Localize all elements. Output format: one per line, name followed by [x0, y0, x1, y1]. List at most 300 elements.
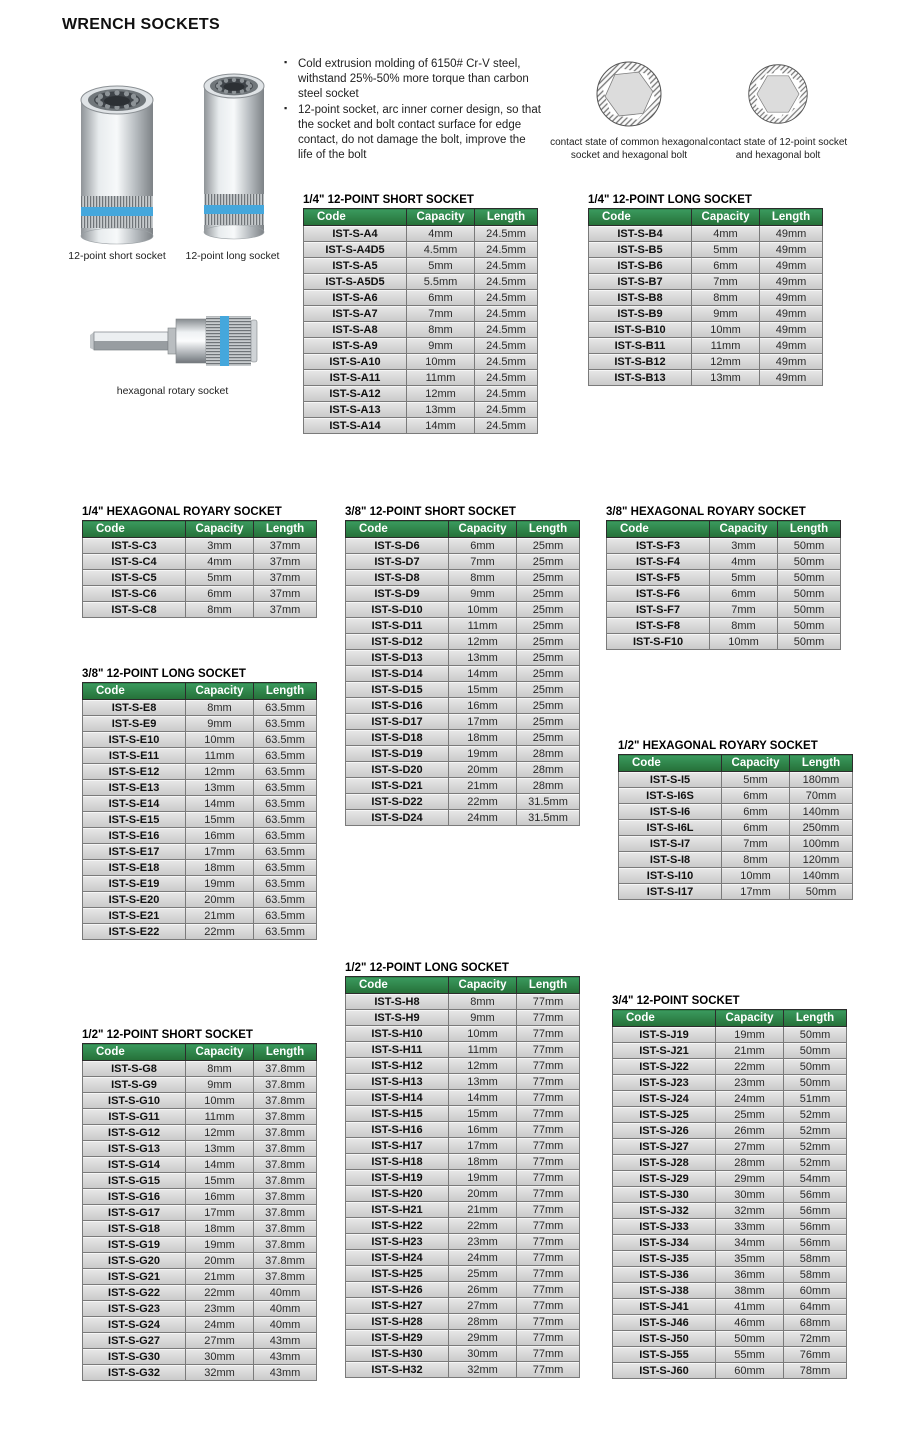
table-row: [346, 634, 580, 650]
cell-capacity: 19mm: [449, 746, 517, 762]
cell-length: 63.5mm: [254, 844, 317, 860]
cell-length: 25mm: [517, 538, 580, 554]
cell-code: IST-S-J24: [613, 1091, 716, 1107]
cell-capacity: 13mm: [692, 370, 760, 386]
table-row: [346, 1026, 580, 1042]
cell-code: IST-S-E10: [83, 732, 186, 748]
cell-capacity: 9mm: [449, 1010, 517, 1026]
cell-capacity: 15mm: [186, 1173, 254, 1189]
spec-table: [82, 1043, 317, 1381]
cell-length: 24.5mm: [475, 386, 538, 402]
table-row: [304, 306, 538, 322]
cell-capacity: 8mm: [186, 602, 254, 618]
cell-length: 24.5mm: [475, 242, 538, 258]
cell-length: 25mm: [517, 618, 580, 634]
table-threeeighths-12pt-short: [345, 506, 579, 826]
cell-capacity: 6mm: [407, 290, 475, 306]
column-header-length: Length: [254, 1044, 317, 1061]
cell-length: 50mm: [784, 1059, 847, 1075]
spec-table: [588, 208, 823, 386]
table-title: 1/2" HEXAGONAL ROYARY SOCKET: [618, 740, 818, 752]
column-header-code: Code: [607, 521, 710, 538]
cell-code: IST-S-D15: [346, 682, 449, 698]
table-row: [83, 1205, 317, 1221]
cell-length: 49mm: [760, 354, 823, 370]
table-row: [83, 892, 317, 908]
table-row: [346, 666, 580, 682]
cell-length: 77mm: [517, 1122, 580, 1138]
cell-length: 49mm: [760, 226, 823, 242]
cell-capacity: 32mm: [716, 1203, 784, 1219]
cell-capacity: 8mm: [449, 570, 517, 586]
cell-length: 77mm: [517, 1154, 580, 1170]
table-row: [589, 274, 823, 290]
table-row: [613, 1187, 847, 1203]
table-row: [83, 732, 317, 748]
column-header-length: Length: [790, 755, 853, 772]
cell-code: IST-S-D24: [346, 810, 449, 826]
cell-length: 40mm: [254, 1301, 317, 1317]
cell-length: 37mm: [254, 554, 317, 570]
table-row: [346, 570, 580, 586]
cell-length: 25mm: [517, 714, 580, 730]
table-row: [607, 586, 841, 602]
table-row: [346, 1042, 580, 1058]
cell-capacity: 27mm: [716, 1139, 784, 1155]
cell-code: IST-S-B12: [589, 354, 692, 370]
cell-capacity: 13mm: [449, 650, 517, 666]
cell-length: 56mm: [784, 1219, 847, 1235]
table-title: 3/8" HEXAGONAL ROYARY SOCKET: [606, 506, 806, 518]
table-row: [589, 258, 823, 274]
table-row: [83, 780, 317, 796]
cell-length: 180mm: [790, 772, 853, 788]
cell-length: 77mm: [517, 1266, 580, 1282]
cell-length: 31.5mm: [517, 810, 580, 826]
table-row: [346, 1010, 580, 1026]
cell-length: 54mm: [784, 1171, 847, 1187]
cell-length: 72mm: [784, 1331, 847, 1347]
table-row: [589, 242, 823, 258]
cell-code: IST-S-G21: [83, 1269, 186, 1285]
column-header-capacity: Capacity: [186, 521, 254, 538]
table-row: [83, 828, 317, 844]
table-row: [619, 820, 853, 836]
table-row: [607, 570, 841, 586]
cell-length: 76mm: [784, 1347, 847, 1363]
cell-length: 24.5mm: [475, 306, 538, 322]
cell-capacity: 50mm: [716, 1331, 784, 1347]
cell-code: IST-S-G11: [83, 1109, 186, 1125]
cell-length: 24.5mm: [475, 338, 538, 354]
cell-capacity: 21mm: [186, 908, 254, 924]
table-quarter-12pt-long: [588, 194, 822, 386]
cell-capacity: 7mm: [722, 836, 790, 852]
table-row: [346, 794, 580, 810]
table-row: [619, 884, 853, 900]
cell-code: IST-S-I6S: [619, 788, 722, 804]
cell-length: 49mm: [760, 258, 823, 274]
cell-code: IST-S-H30: [346, 1346, 449, 1362]
cell-capacity: 23mm: [716, 1075, 784, 1091]
table-title: 1/4" HEXAGONAL ROYARY SOCKET: [82, 506, 282, 518]
cell-code: IST-S-G27: [83, 1333, 186, 1349]
table-half-12pt-short: [82, 1029, 316, 1381]
table-row: [607, 538, 841, 554]
table-row: [83, 908, 317, 924]
column-header-length: Length: [475, 209, 538, 226]
table-row: [589, 290, 823, 306]
cell-capacity: 8mm: [186, 1061, 254, 1077]
cell-code: IST-S-E21: [83, 908, 186, 924]
cell-code: IST-S-I7: [619, 836, 722, 852]
table-row: [346, 1154, 580, 1170]
cell-length: 50mm: [778, 538, 841, 554]
cell-code: IST-S-F3: [607, 538, 710, 554]
cell-capacity: 14mm: [449, 1090, 517, 1106]
cell-length: 24.5mm: [475, 322, 538, 338]
cell-capacity: 11mm: [407, 370, 475, 386]
cell-code: IST-S-H25: [346, 1266, 449, 1282]
cell-capacity: 12mm: [692, 354, 760, 370]
cell-code: IST-S-H11: [346, 1042, 449, 1058]
cell-code: IST-S-J25: [613, 1107, 716, 1123]
table-row: [346, 1106, 580, 1122]
table-row: [346, 1314, 580, 1330]
table-row: [83, 924, 317, 940]
cell-length: 63.5mm: [254, 860, 317, 876]
column-header-capacity: Capacity: [449, 977, 517, 994]
table-row: [83, 764, 317, 780]
column-header-code: Code: [613, 1010, 716, 1027]
cell-code: IST-S-A14: [304, 418, 407, 434]
cell-code: IST-S-J55: [613, 1347, 716, 1363]
cell-length: 77mm: [517, 1218, 580, 1234]
table-row: [613, 1347, 847, 1363]
cell-capacity: 28mm: [716, 1155, 784, 1171]
cell-code: IST-S-E20: [83, 892, 186, 908]
cell-length: 63.5mm: [254, 924, 317, 940]
column-header-code: Code: [83, 683, 186, 700]
cell-code: IST-S-E14: [83, 796, 186, 812]
column-header-capacity: Capacity: [710, 521, 778, 538]
hex-contact-diagram: [594, 59, 664, 129]
table-title: 1/2" 12-POINT SHORT SOCKET: [82, 1029, 253, 1041]
cell-length: 77mm: [517, 1346, 580, 1362]
cell-length: 25mm: [517, 666, 580, 682]
cell-capacity: 8mm: [407, 322, 475, 338]
cell-code: IST-S-B11: [589, 338, 692, 354]
table-row: [346, 762, 580, 778]
cell-code: IST-S-G16: [83, 1189, 186, 1205]
table-row: [607, 618, 841, 634]
table-row: [613, 1107, 847, 1123]
table-row: [304, 242, 538, 258]
table-row: [613, 1171, 847, 1187]
cell-code: IST-S-A9: [304, 338, 407, 354]
cell-code: IST-S-H26: [346, 1282, 449, 1298]
cell-capacity: 14mm: [186, 1157, 254, 1173]
cell-code: IST-S-F7: [607, 602, 710, 618]
cell-code: IST-S-C6: [83, 586, 186, 602]
table-row: [346, 650, 580, 666]
cell-capacity: 20mm: [449, 762, 517, 778]
cell-code: IST-S-E12: [83, 764, 186, 780]
cell-capacity: 3mm: [186, 538, 254, 554]
feature-list: [283, 57, 543, 164]
table-row: [613, 1283, 847, 1299]
table-row: [83, 538, 317, 554]
cell-code: IST-S-H12: [346, 1058, 449, 1074]
cell-code: IST-S-D17: [346, 714, 449, 730]
table-row: [607, 602, 841, 618]
column-header-code: Code: [83, 1044, 186, 1061]
cell-code: IST-S-G8: [83, 1061, 186, 1077]
table-row: [589, 354, 823, 370]
cell-capacity: 6mm: [722, 804, 790, 820]
cell-length: 63.5mm: [254, 796, 317, 812]
cell-capacity: 10mm: [186, 732, 254, 748]
cell-capacity: 3mm: [710, 538, 778, 554]
cell-capacity: 41mm: [716, 1299, 784, 1315]
cell-code: IST-S-A6: [304, 290, 407, 306]
cell-capacity: 12mm: [407, 386, 475, 402]
table-row: [346, 1282, 580, 1298]
cell-length: 49mm: [760, 338, 823, 354]
cell-length: 37.8mm: [254, 1077, 317, 1093]
table-row: [346, 1298, 580, 1314]
spec-table: [606, 520, 841, 650]
spec-table: [612, 1009, 847, 1379]
cell-length: 140mm: [790, 868, 853, 884]
cell-capacity: 6mm: [722, 788, 790, 804]
table-row: [589, 226, 823, 242]
table-row: [83, 1189, 317, 1205]
cell-capacity: 15mm: [449, 1106, 517, 1122]
table-row: [619, 772, 853, 788]
cell-capacity: 17mm: [449, 714, 517, 730]
cell-capacity: 9mm: [186, 1077, 254, 1093]
table-threequarter-12pt: [612, 995, 846, 1379]
table-row: [83, 812, 317, 828]
cell-capacity: 24mm: [716, 1091, 784, 1107]
cell-capacity: 10mm: [186, 1093, 254, 1109]
cell-length: 68mm: [784, 1315, 847, 1331]
short-socket-caption: 12-point short socket: [68, 250, 166, 262]
cell-code: IST-S-F8: [607, 618, 710, 634]
table-row: [83, 844, 317, 860]
cell-capacity: 10mm: [407, 354, 475, 370]
column-header-capacity: Capacity: [692, 209, 760, 226]
cell-capacity: 12mm: [186, 1125, 254, 1141]
cell-capacity: 14mm: [186, 796, 254, 812]
table-row: [304, 338, 538, 354]
table-row: [304, 418, 538, 434]
table-row: [83, 1109, 317, 1125]
table-row: [589, 338, 823, 354]
table-row: [83, 1253, 317, 1269]
cell-capacity: 46mm: [716, 1315, 784, 1331]
cell-length: 58mm: [784, 1251, 847, 1267]
cell-length: 56mm: [784, 1203, 847, 1219]
cell-code: IST-S-J33: [613, 1219, 716, 1235]
cell-capacity: 11mm: [692, 338, 760, 354]
table-half-hex-rotary: [618, 740, 852, 900]
cell-length: 77mm: [517, 1186, 580, 1202]
cell-length: 24.5mm: [475, 226, 538, 242]
table-row: [346, 1138, 580, 1154]
cell-length: 25mm: [517, 570, 580, 586]
cell-length: 37mm: [254, 602, 317, 618]
cell-capacity: 10mm: [710, 634, 778, 650]
cell-capacity: 6mm: [710, 586, 778, 602]
column-header-length: Length: [254, 521, 317, 538]
cell-capacity: 28mm: [449, 1314, 517, 1330]
table-row: [607, 634, 841, 650]
table-row: [83, 570, 317, 586]
table-row: [346, 602, 580, 618]
cell-code: IST-S-D20: [346, 762, 449, 778]
cell-capacity: 11mm: [449, 1042, 517, 1058]
table-row: [613, 1027, 847, 1043]
cell-length: 77mm: [517, 1042, 580, 1058]
table-row: [613, 1203, 847, 1219]
column-header-code: Code: [83, 521, 186, 538]
cell-code: IST-S-J35: [613, 1251, 716, 1267]
cell-length: 37.8mm: [254, 1189, 317, 1205]
cell-length: 25mm: [517, 682, 580, 698]
cell-capacity: 18mm: [186, 1221, 254, 1237]
cell-code: IST-S-G30: [83, 1349, 186, 1365]
cell-code: IST-S-H8: [346, 994, 449, 1010]
cell-code: IST-S-H17: [346, 1138, 449, 1154]
cell-length: 50mm: [790, 884, 853, 900]
cell-capacity: 60mm: [716, 1363, 784, 1379]
table-quarter-12pt-short: [303, 194, 537, 434]
table-row: [346, 1074, 580, 1090]
cell-capacity: 7mm: [407, 306, 475, 322]
cell-capacity: 7mm: [710, 602, 778, 618]
table-row: [619, 836, 853, 852]
table-row: [346, 698, 580, 714]
table-row: [83, 1269, 317, 1285]
cell-length: 63.5mm: [254, 812, 317, 828]
cell-capacity: 14mm: [449, 666, 517, 682]
table-row: [619, 852, 853, 868]
cell-capacity: 22mm: [449, 1218, 517, 1234]
table-row: [83, 1317, 317, 1333]
cell-code: IST-S-I17: [619, 884, 722, 900]
cell-length: 25mm: [517, 698, 580, 714]
cell-length: 77mm: [517, 1058, 580, 1074]
cell-code: IST-S-A11: [304, 370, 407, 386]
cell-length: 25mm: [517, 586, 580, 602]
table-threeeighths-hex-rotary: [606, 506, 840, 650]
table-row: [346, 1250, 580, 1266]
table-row: [346, 1266, 580, 1282]
column-header-capacity: Capacity: [716, 1010, 784, 1027]
cell-code: IST-S-D22: [346, 794, 449, 810]
spec-table: [345, 976, 580, 1378]
table-row: [304, 370, 538, 386]
cell-length: 51mm: [784, 1091, 847, 1107]
cell-code: IST-S-J23: [613, 1075, 716, 1091]
table-row: [346, 1218, 580, 1234]
cell-code: IST-S-G24: [83, 1317, 186, 1333]
spec-table: [82, 520, 317, 618]
cell-code: IST-S-J28: [613, 1155, 716, 1171]
cell-code: IST-S-J19: [613, 1027, 716, 1043]
cell-capacity: 10mm: [722, 868, 790, 884]
cell-capacity: 5mm: [692, 242, 760, 258]
cell-length: 63.5mm: [254, 876, 317, 892]
cell-capacity: 25mm: [449, 1266, 517, 1282]
spec-table: [618, 754, 853, 900]
column-header-code: Code: [346, 521, 449, 538]
cell-code: IST-S-H23: [346, 1234, 449, 1250]
cell-code: IST-S-B9: [589, 306, 692, 322]
table-row: [304, 386, 538, 402]
cell-length: 25mm: [517, 730, 580, 746]
cell-length: 120mm: [790, 852, 853, 868]
cell-code: IST-S-H19: [346, 1170, 449, 1186]
table-row: [304, 274, 538, 290]
cell-code: IST-S-H20: [346, 1186, 449, 1202]
cell-capacity: 20mm: [186, 892, 254, 908]
cell-capacity: 15mm: [449, 682, 517, 698]
cell-capacity: 4mm: [407, 226, 475, 242]
cell-capacity: 8mm: [692, 290, 760, 306]
table-row: [83, 1285, 317, 1301]
table-row: [613, 1123, 847, 1139]
cell-code: IST-S-G18: [83, 1221, 186, 1237]
table-row: [613, 1219, 847, 1235]
table-row: [613, 1267, 847, 1283]
cell-code: IST-S-J21: [613, 1043, 716, 1059]
cell-length: 63.5mm: [254, 764, 317, 780]
cell-code: IST-S-D8: [346, 570, 449, 586]
cell-capacity: 17mm: [449, 1138, 517, 1154]
cell-length: 43mm: [254, 1333, 317, 1349]
cell-capacity: 23mm: [449, 1234, 517, 1250]
table-row: [304, 354, 538, 370]
table-row: [589, 306, 823, 322]
cell-code: IST-S-E8: [83, 700, 186, 716]
cell-code: IST-S-D13: [346, 650, 449, 666]
cell-code: IST-S-H15: [346, 1106, 449, 1122]
cell-capacity: 21mm: [186, 1269, 254, 1285]
cell-length: 50mm: [784, 1027, 847, 1043]
table-row: [346, 538, 580, 554]
table-row: [83, 716, 317, 732]
cell-capacity: 9mm: [407, 338, 475, 354]
cell-length: 49mm: [760, 370, 823, 386]
cell-capacity: 6mm: [722, 820, 790, 836]
table-row: [83, 1141, 317, 1157]
cell-length: 63.5mm: [254, 732, 317, 748]
cell-length: 37.8mm: [254, 1157, 317, 1173]
table-row: [346, 746, 580, 762]
table-row: [613, 1315, 847, 1331]
cell-length: 37mm: [254, 570, 317, 586]
cell-length: 49mm: [760, 274, 823, 290]
table-row: [607, 554, 841, 570]
cell-code: IST-S-J32: [613, 1203, 716, 1219]
table-row: [346, 1346, 580, 1362]
cell-code: IST-S-D11: [346, 618, 449, 634]
column-header-capacity: Capacity: [449, 521, 517, 538]
cell-code: IST-S-I6L: [619, 820, 722, 836]
